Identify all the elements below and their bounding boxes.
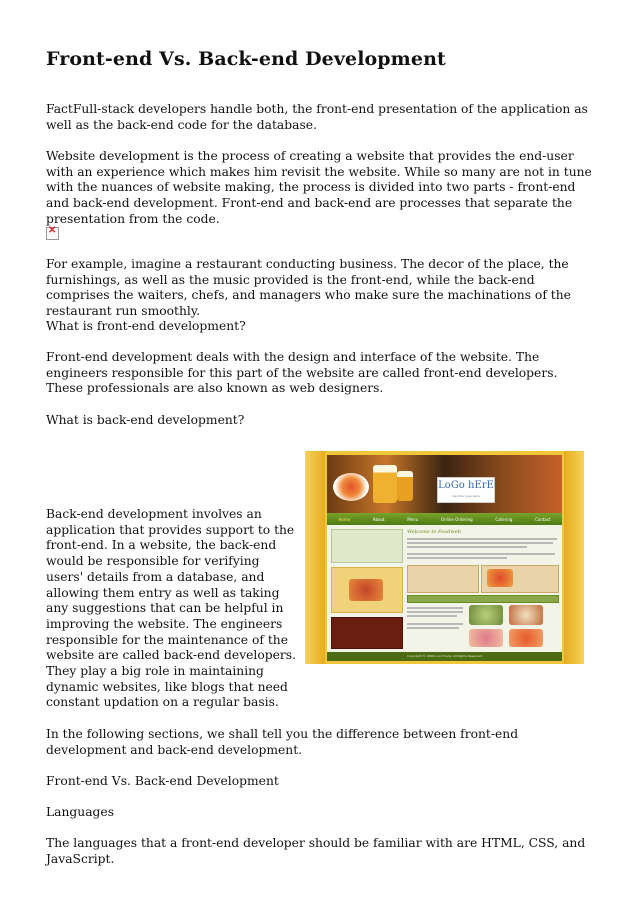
heading-back-end-question: What is back-end development? [46, 413, 245, 427]
mockup-nav [327, 513, 562, 525]
paragraph-restaurant-example: For example, imagine a restaurant conducting business. The decor of the place, the furnishings, as well as the music provided is the front-end, while the back-end comprises the waiters, chefs, and managers who make sure the machinations of the restaurant run smoothly. [46, 257, 571, 319]
mockup-nav-item: Contact [535, 516, 551, 522]
paragraph-website-development: Website development is the process of creating a website that provides the end-user with an experience which makes him revisit the website. While so many are not in tune with the nuances of website making, the process is divided into two parts - front-end and back-end development. Front-end and back-end are processes that separate the presentation from the code. [46, 149, 592, 226]
paragraph-front-end: Front-end development deals with the design and interface of the website. The engineers responsible for this part of the website are called front-end developers. These professionals are also known as web designers. [46, 350, 558, 396]
mockup-logo: LoGo hErE tag line goes here [437, 477, 495, 503]
mockup-nav-item: Catering [495, 516, 513, 522]
broken-image-icon [46, 227, 59, 240]
heading-front-end-question: What is front-end development? [46, 319, 246, 333]
mockup-nav-item: Home [338, 516, 351, 522]
paragraph-fullstack: FactFull-stack developers handle both, the front-end presentation of the application as well as the back-end code for the database. [46, 102, 588, 132]
mockup-welcome: Welcome to Foodweb [407, 529, 461, 535]
article-title: Front-end Vs. Back-end Development [46, 48, 446, 70]
mockup-hero-banner [327, 455, 562, 513]
paragraph-back-end: Back-end development involves an application that provides support to the front-end. In a website, the back-end would be responsible for verifying users' details from a database, and allowing them entry as well as taking any suggestions that can be helpful in improving the website. The engineers responsible for the maintenance of the website are called back-end developers. They play a big role in maintaining dynamic websites, like blogs that need constant updation on a regular basis. [46, 507, 296, 710]
mockup-nav-item: Online Ordering [440, 516, 473, 522]
mockup-nav-item: About [372, 516, 385, 522]
paragraph-following-sections: In the following sections, we shall tell you the difference between front-end development and back-end development. [46, 727, 519, 757]
website-mockup-image: LoGo hErE tag line goes here Home About Menu Online Ordering Catering Contact Welcome to Foodweb Copyright © 2009 Lolo Foody. All Rights Reserved [305, 451, 584, 664]
mockup-nav-item: Menu [407, 516, 419, 522]
subheading-languages: Languages [46, 805, 114, 819]
paragraph-languages: The languages that a front-end developer should be familiar with are HTML, CSS, and JavaScript. [46, 836, 586, 866]
subheading-comparison: Front-end Vs. Back-end Development [46, 774, 279, 788]
